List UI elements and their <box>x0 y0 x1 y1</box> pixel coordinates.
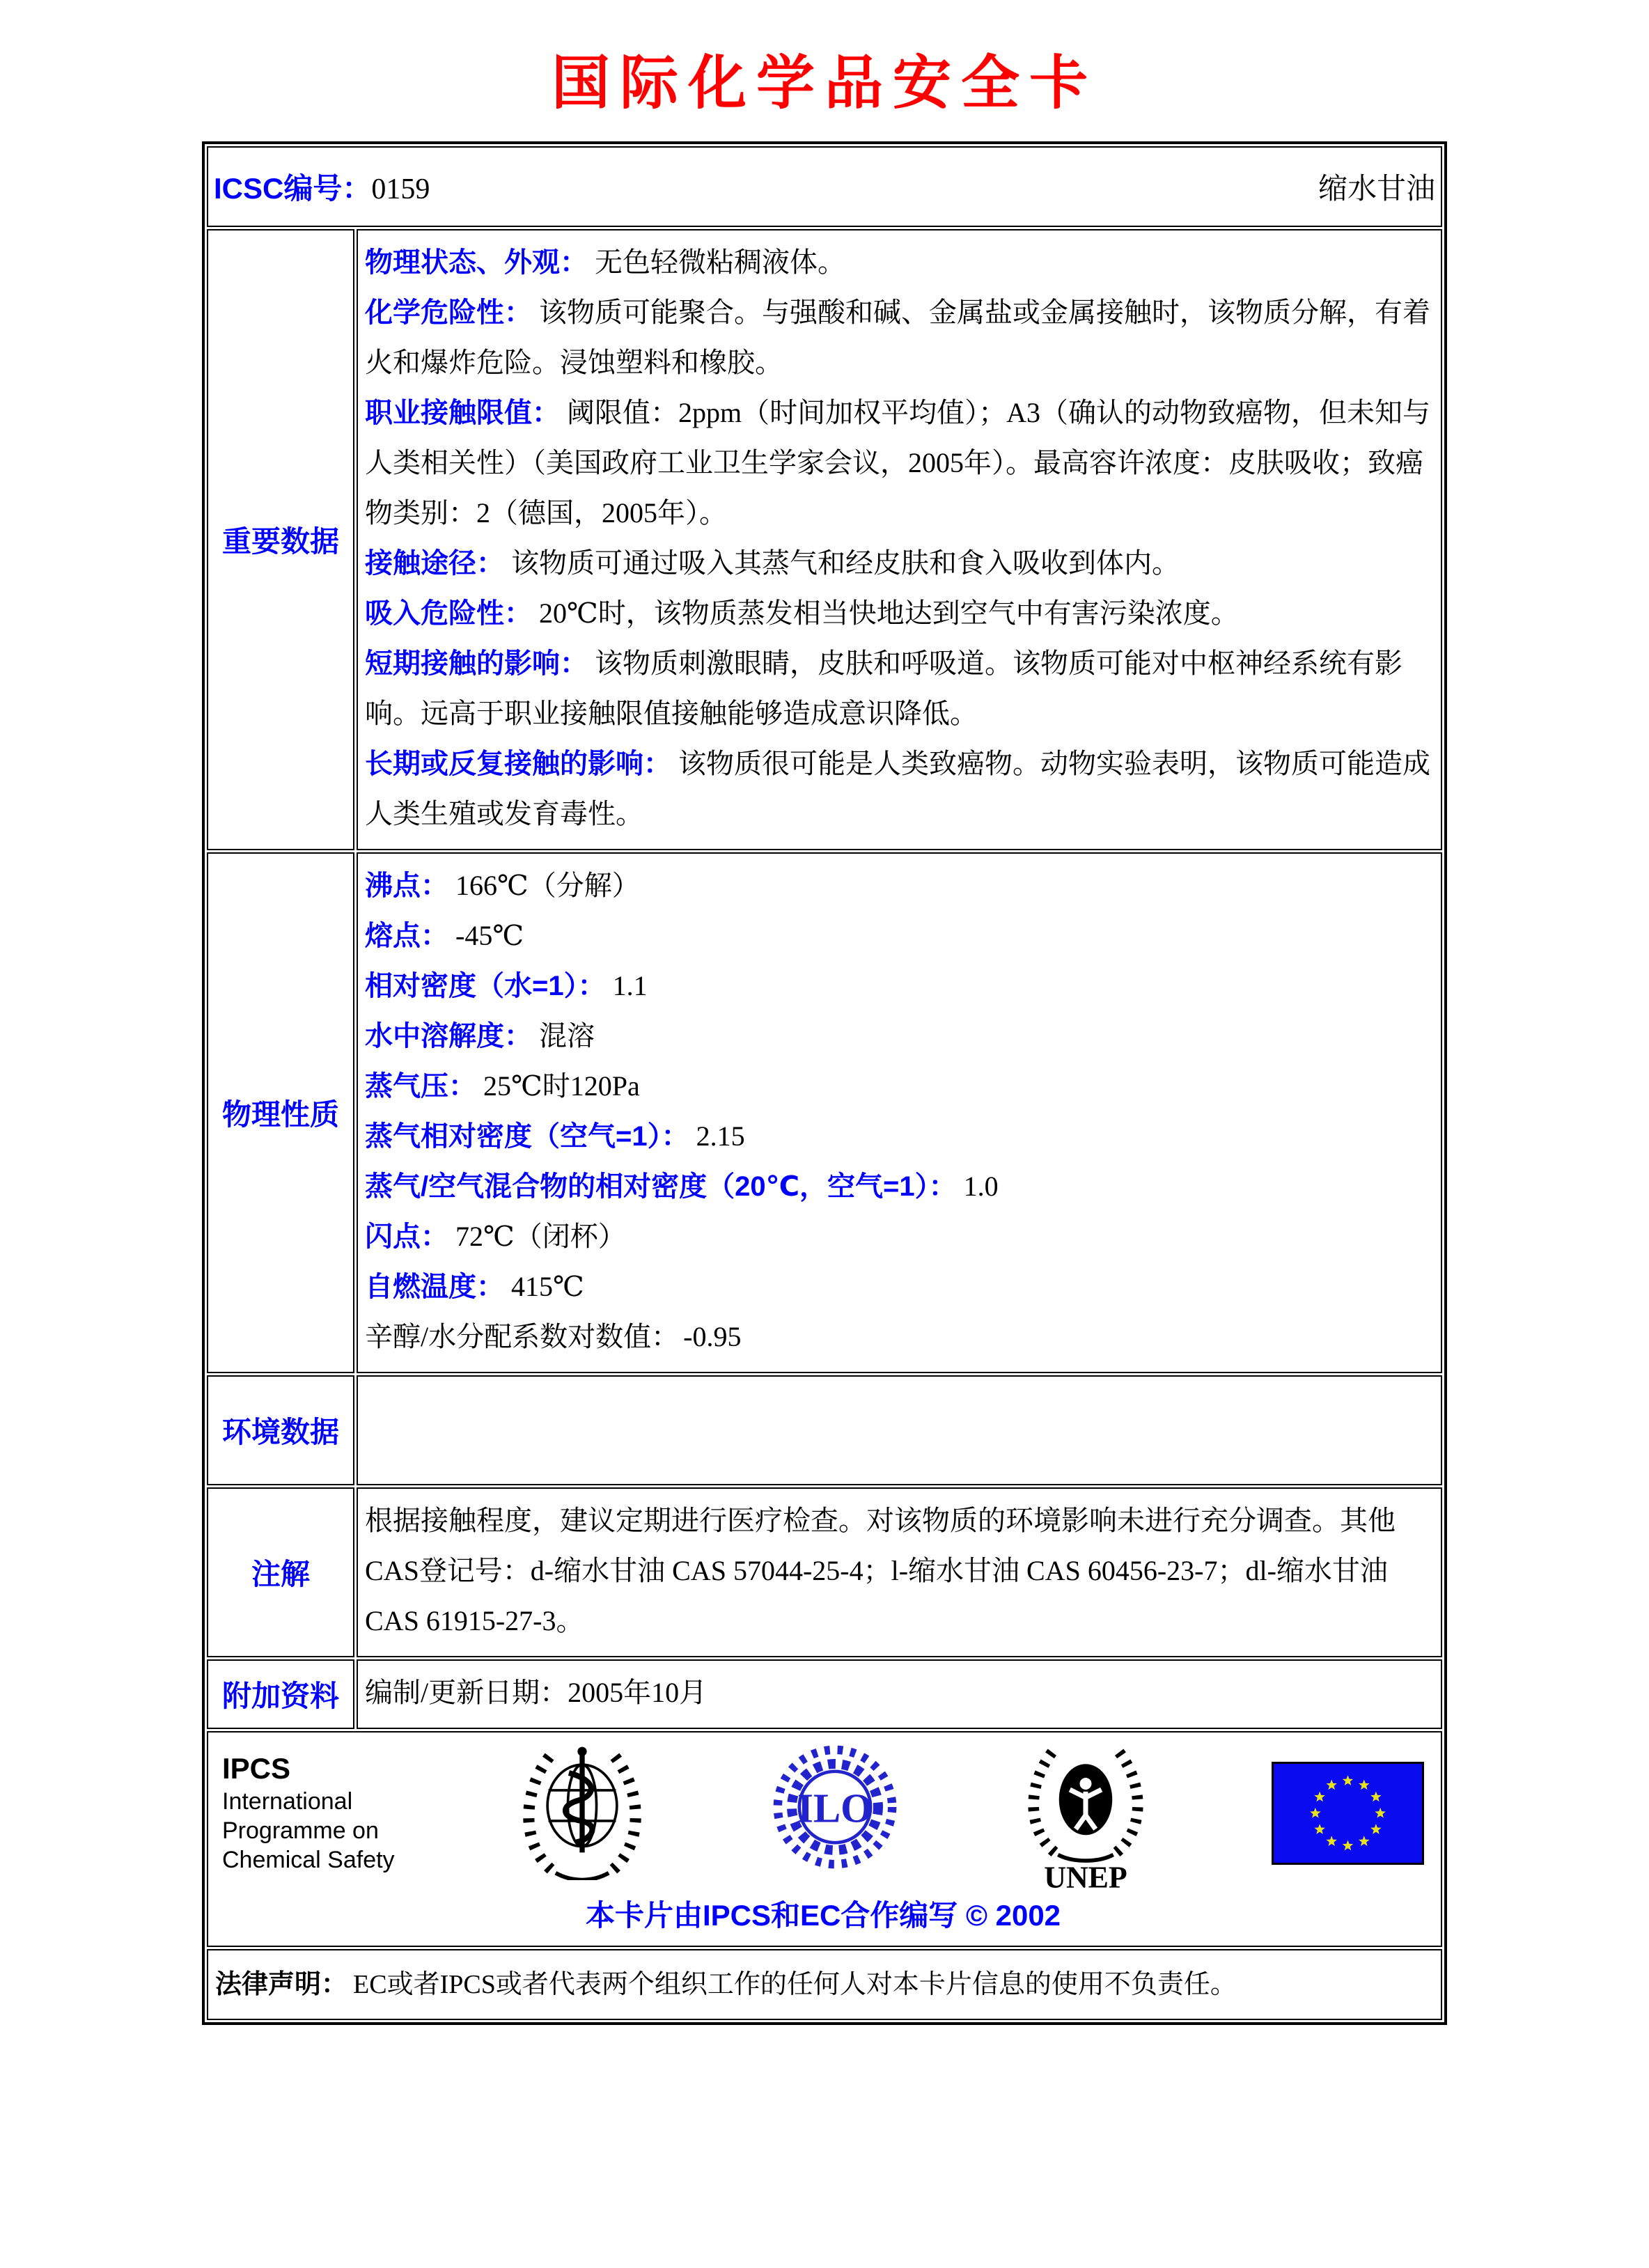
property-label: 短期接触的影响： <box>365 648 588 679</box>
property-value: -45℃ <box>455 920 524 951</box>
ipcs-block <box>222 1742 395 1875</box>
property-entry <box>365 1262 1432 1312</box>
property-value: 20℃时，该物质蒸发相当快地达到空气中有害污染浓度。 <box>539 597 1239 629</box>
property-label: 长期或反复接触的影响： <box>365 749 671 779</box>
property-value: 该物质很可能是人类致癌物。动物实验表明，该物质可能造成人类生殖或发育毒性。 <box>365 748 1430 829</box>
property-label: 蒸气/空气混合物的相对密度（20℃，空气=1）： <box>365 1171 957 1202</box>
section-label-additional-info: 附加资料 <box>207 1659 354 1729</box>
property-entry <box>365 739 1432 839</box>
physical-properties-content <box>357 852 1442 1373</box>
property-entry <box>365 1162 1432 1212</box>
property-value: -0.95 <box>683 1321 742 1352</box>
notes-row <box>207 1487 1442 1657</box>
property-value: 该物质可通过吸入其蒸气和经皮肤和食入吸收到体内。 <box>511 547 1180 579</box>
environmental-data-content <box>357 1375 1442 1485</box>
property-entry <box>365 1061 1432 1111</box>
property-entry <box>365 1111 1432 1162</box>
property-entry <box>365 288 1432 388</box>
property-value: 1.0 <box>963 1171 999 1202</box>
section-label-notes: 注解 <box>207 1487 354 1657</box>
property-label: 化学危险性： <box>365 297 532 328</box>
property-value: 混溶 <box>539 1020 595 1051</box>
ilo-monogram: ILO <box>797 1785 873 1831</box>
legal-row <box>207 1949 1442 2020</box>
property-value: 25℃时120Pa <box>483 1070 640 1102</box>
legal-text: EC或者IPCS或者代表两个组织工作的任何人对本卡片信息的使用不负责任。 <box>353 1970 1237 1999</box>
property-value: 该物质刺激眼睛，皮肤和呼吸道。该物质可能对中枢神经系统有影响。远高于职业接触限值接触能够造成意识降低。 <box>365 648 1402 729</box>
property-entry <box>365 588 1432 639</box>
property-value: 166℃（分解） <box>455 870 640 901</box>
unep-wordmark: UNEP <box>1044 1861 1127 1891</box>
section-label-physical-properties: 物理性质 <box>207 852 354 1373</box>
ilo-logo <box>770 1742 900 1872</box>
property-entry <box>365 861 1432 911</box>
property-value: 1.1 <box>612 970 648 1001</box>
unep-logo <box>1026 1742 1145 1891</box>
icsc-number-label: ICSC编号： <box>214 172 372 205</box>
property-value: 415℃ <box>511 1271 584 1302</box>
property-label: 物理状态、外观： <box>365 247 588 278</box>
property-value: 无色轻微粘稠液体。 <box>595 247 845 278</box>
additional-info-content <box>357 1659 1442 1729</box>
section-label-environmental-data: 环境数据 <box>207 1375 354 1485</box>
property-entry <box>365 1212 1432 1262</box>
property-label: 辛醇/水分配系数对数值： <box>365 1321 680 1352</box>
property-label: 蒸气相对密度（空气=1）： <box>365 1121 689 1152</box>
ipcs-line: International <box>222 1788 353 1815</box>
legal-cell <box>207 1949 1442 2020</box>
property-label: 吸入危险性： <box>365 598 532 629</box>
ipcs-line: Chemical Safety <box>222 1847 395 1873</box>
notes-text: 根据接触程度，建议定期进行医疗检查。对该物质的环境影响未进行充分调查。其他CAS登记号：d-缩水甘油 CAS 57044-25-4；l-缩水甘油 CAS 60456-23-7；dl-缩水甘油 CAS 61915-27-3。 <box>365 1505 1396 1636</box>
property-entry <box>365 961 1432 1011</box>
property-label: 闪点： <box>365 1221 448 1252</box>
property-entry <box>365 1011 1432 1061</box>
property-label: 蒸气压： <box>365 1071 476 1102</box>
notes-content <box>357 1487 1442 1657</box>
physical-properties-row <box>207 852 1442 1373</box>
header-row <box>207 146 1442 227</box>
property-label: 水中溶解度： <box>365 1021 532 1051</box>
card-caption <box>218 1893 1428 1939</box>
property-entry <box>365 639 1432 739</box>
ipcs-acronym: IPCS <box>222 1752 291 1785</box>
icsc-number-value: 0159 <box>371 173 430 205</box>
page-title: 国际化学品安全卡 <box>551 52 1097 116</box>
property-entry <box>365 237 1432 288</box>
unep-emblem <box>1026 1742 1145 1891</box>
property-entry <box>365 1312 1432 1362</box>
ipcs-line: Programme on <box>222 1817 379 1844</box>
icsc-card <box>202 141 1447 2025</box>
property-label: 熔点： <box>365 921 448 951</box>
chemical-name: 缩水甘油 <box>1318 173 1435 205</box>
eu-flag <box>1272 1762 1424 1865</box>
property-value: 72℃（闭杯） <box>455 1221 626 1252</box>
icsc-number <box>214 166 430 208</box>
additional-info-text: 编制/更新日期：2005年10月 <box>365 1677 708 1708</box>
property-label: 自燃温度： <box>365 1272 504 1302</box>
header-cell <box>207 146 1442 227</box>
property-entry <box>365 911 1432 961</box>
important-data-row <box>207 229 1442 850</box>
legal-label: 法律声明： <box>215 1970 348 1999</box>
property-value: 2.15 <box>696 1120 745 1152</box>
important-data-content <box>357 229 1442 850</box>
additional-info-row <box>207 1659 1442 1729</box>
caption-text: 本卡片由IPCS和EC合作编写 <box>585 1899 958 1932</box>
property-entry <box>365 538 1432 588</box>
property-label: 沸点： <box>365 870 448 901</box>
property-label: 相对密度（水=1）： <box>365 971 606 1001</box>
property-label: 接触途径： <box>365 548 504 579</box>
property-label: 职业接触限值： <box>365 398 560 428</box>
logos-cell <box>207 1731 1442 1947</box>
environmental-data-row <box>207 1375 1442 1485</box>
who-logo <box>521 1742 643 1880</box>
copyright: © 2002 <box>965 1899 1061 1932</box>
property-value: 该物质可能聚合。与强酸和碱、金属盐或金属接触时，该物质分解，有着火和爆炸危险。浸蚀塑料和橡胶。 <box>365 297 1430 378</box>
property-value: 阈限值：2ppm（时间加权平均值）；A3（确认的动物致癌物，但未知与人类相关性）（美国政府工业卫生学家会议，2005年）。最高容许浓度：皮肤吸收；致癌物类别：2（德国，2005年）。 <box>365 397 1430 529</box>
property-entry <box>365 388 1432 538</box>
logos-row <box>207 1731 1442 1947</box>
section-label-important-data: 重要数据 <box>207 229 354 850</box>
